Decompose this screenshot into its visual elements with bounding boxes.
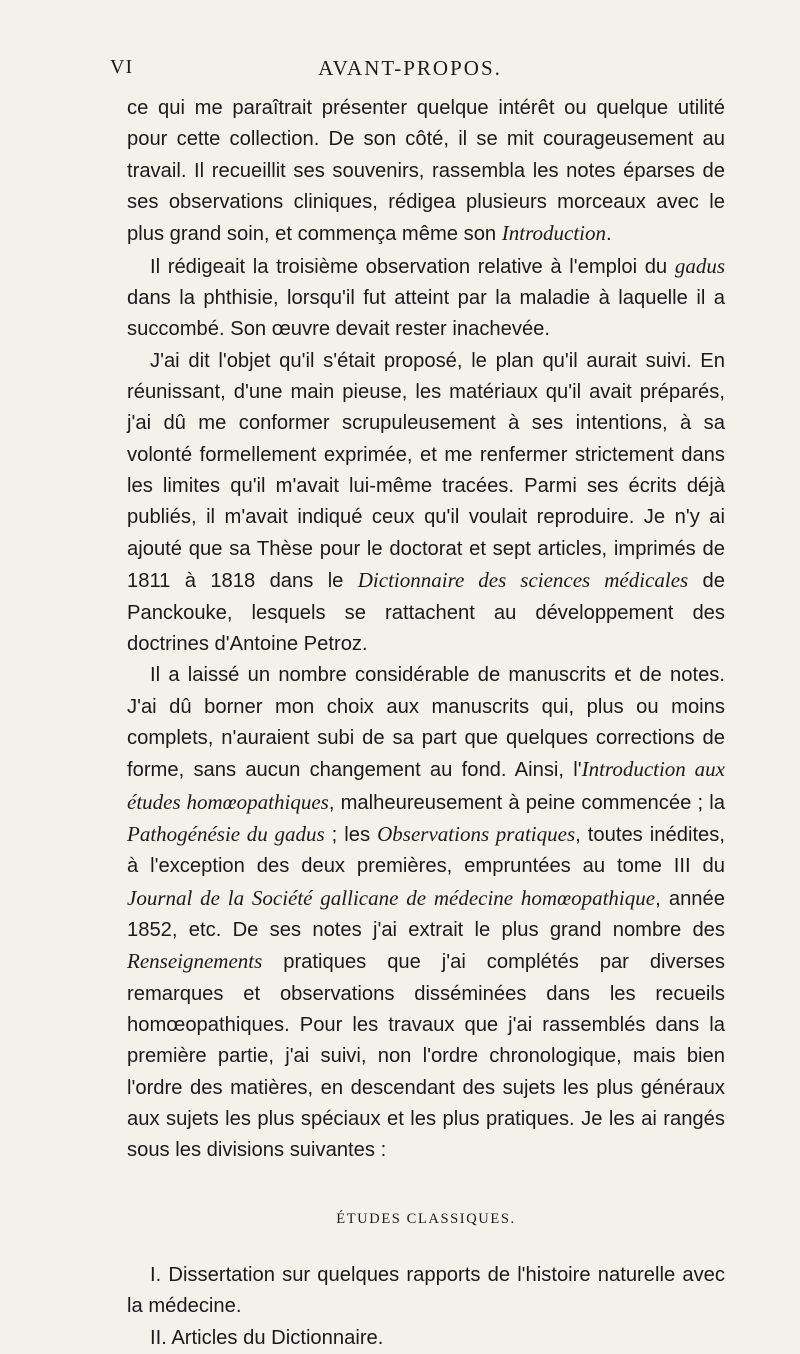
paragraph-1-end: . xyxy=(606,223,612,246)
paragraph-4-italic-5: Renseignements xyxy=(127,949,263,974)
paragraph-4-italic-2: Pathogénésie du gadus xyxy=(127,821,325,846)
paragraph-4-italic-4: Journal de la Société gallicane de médecine homœopathique xyxy=(127,885,656,910)
paragraph-4-text-d: , toutes inédites, à l'exception des deux premières, empruntées au tome III du xyxy=(127,823,725,878)
paragraph-2-italic: gadus xyxy=(674,253,725,278)
paragraph-2-text-b: dans la phthisie, lorsqu'il fut atteint par la maladie à laquelle il a succombé. Son œuvre devait rester inachevée. xyxy=(127,287,725,341)
body-text xyxy=(127,93,725,1354)
paragraph-1-text: ce qui me paraîtrait présenter quelque intérêt ou quelque utilité pour cette collection. De son côté, il se mit courageusement au travail. Il recueillit ses souvenirs, rassembla les notes éparses de ses observations cliniques, rédigea plusieurs morceaux avec le plus grand soin, et commença même son xyxy=(127,97,725,246)
paragraph-2 xyxy=(127,251,725,346)
paragraph-4-text-e: , année 1852, etc. De ses notes j'ai extrait le plus grand nombre des xyxy=(127,887,725,941)
paragraph-3-text-a: J'ai dit l'objet qu'il s'était proposé, le plan qu'il aurait suivi. En réunissant, d'une main pieuse, les matériaux qu'il avait préparés, j'ai dû me conformer scrupuleusement à ses intentions, à sa volonté formellement exprimée, et me renfermer strictement dans les limites qu'il m'avait lui-même tracées. Parmi ses écrits déjà publiés, il m'avait indiqué ceux qu'il voulait reproduire. Je n'y ai ajouté que sa Thèse pour le doctorat et sept articles, imprimés de 1811 à 1818 dans le xyxy=(127,349,725,593)
paragraph-4-text-f: pratiques que j'ai complétés par diverses remarques et observations disséminées dans les recueils homœopathiques. Pour les travaux que j'ai rassemblés dans la première partie, j'ai suivi, non l'ordre chronologique, mais bien l'ordre des matières, en descendant des sujets les plus généraux aux sujets les plus spéciaux et les plus pratiques. Je les ai rangés sous les divisions suivantes : xyxy=(127,951,725,1162)
paragraph-4-text-b: , malheureusement à peine commencée ; la xyxy=(328,791,726,814)
paragraph-1 xyxy=(127,93,725,251)
list-item: I. Dissertation sur quelques rapports de l'histoire naturelle avec la médecine. xyxy=(127,1264,725,1318)
paragraph-3 xyxy=(127,346,725,660)
paragraph-4-text-a: Il a laissé un nombre considérable de manuscrits et de notes. J'ai dû borner mon choix aux manuscrits qui, plus ou moins complets, n'auraient subi de sa part que quelques corrections de forme, sans aucun changement au fond. Ainsi, l' xyxy=(127,664,725,782)
paragraph-3-text-b: de Panckouke, lesquels se rattachent au développement des doctrines d'Antoine Petroz. xyxy=(127,570,725,655)
paragraph-4-text-c: ; les xyxy=(324,823,378,846)
page-header xyxy=(110,56,710,86)
paragraph-3-italic: Dictionnaire des sciences médicales xyxy=(357,568,689,593)
running-title: AVANT-PROPOS. xyxy=(318,56,502,80)
paragraph-4 xyxy=(127,660,725,1167)
paragraph-2-text-a: Il rédigeait la troisième observation relative à l'emploi du xyxy=(150,255,675,278)
section-heading: ÉTUDES CLASSIQUES. xyxy=(336,1210,516,1227)
paragraph-1-italic: Introduction xyxy=(501,221,606,246)
page-number: VI xyxy=(110,56,134,78)
paragraph-4-italic-3: Observations pratiques xyxy=(377,821,576,846)
list-item: II. Articles du Dictionnaire. xyxy=(150,1326,384,1349)
paragraph-4-italic-1: Introduction aux études homœopathiques xyxy=(127,757,726,814)
